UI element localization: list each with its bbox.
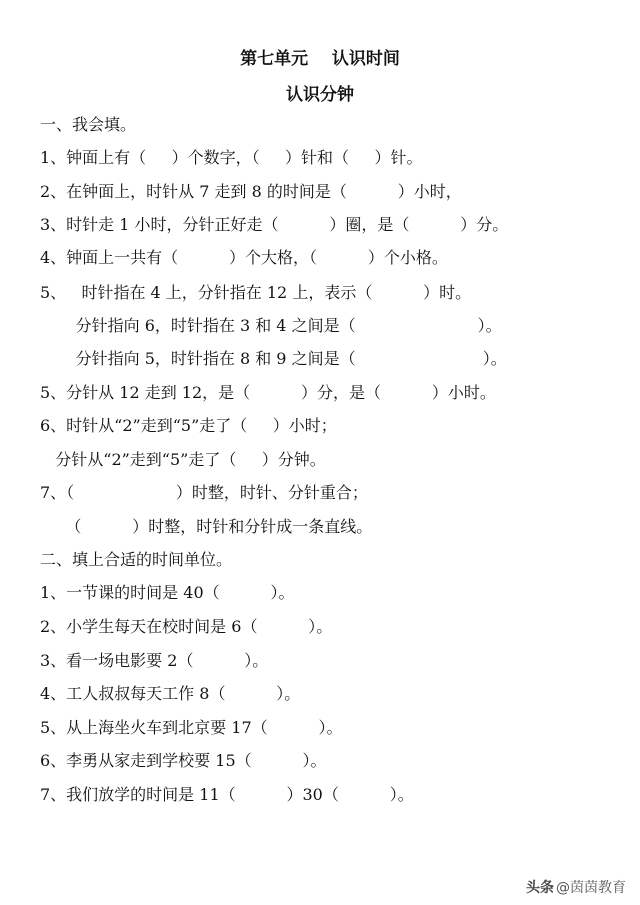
section1-line-12: （ ）时整，时针和分针成一条直线。 [40, 517, 373, 536]
page-title: 第七单元 认识时间 [240, 49, 400, 69]
section1-line-7: 分针指向 5，时针指在 8 和 9 之间是（ ）。 [40, 349, 507, 368]
section2-line-4: 4、工人叔叔每天工作 8（ ）。 [40, 684, 301, 703]
section2-heading: 二、填上合适的时间单位。 [40, 550, 233, 569]
section2-line-3: 3、看一场电影要 2（ ）。 [40, 651, 269, 670]
watermark [526, 877, 626, 897]
page-subtitle: 认识分钟 [286, 85, 354, 105]
section1-line-8: 5、分针从 12 走到 12，是（ ）分，是（ ）小时。 [40, 383, 496, 402]
section2-line-6: 6、李勇从家走到学校要 15（ ）。 [40, 751, 327, 770]
watermark-account: @茵茵教育 [556, 880, 626, 896]
section2-line-1: 1、一节课的时间是 40（ ）。 [40, 583, 295, 602]
section1-line-6: 分针指向 6，时针指在 3 和 4 之间是（ ）。 [40, 316, 502, 335]
section1-line-1: 1、钟面上有（ ）个数字，（ ）针和（ ）针。 [40, 148, 423, 167]
watermark-brand: 头条 [526, 880, 554, 896]
section1-line-11: 7、（ ）时整，时针、分针重合； [40, 483, 368, 502]
section1-line-10: 分针从“2”走到“5”走了（ ）分钟。 [40, 450, 326, 469]
section1-line-5: 5、 时针指在 4 上，分针指在 12 上，表示（ ）时。 [40, 283, 472, 302]
section1-line-4: 4、钟面上一共有（ ）个大格，（ ）个小格。 [40, 248, 448, 267]
section1-line-3: 3、时针走 1 小时，分针正好走（ ）圈，是（ ）分。 [40, 215, 509, 234]
section2-line-7: 7、我们放学的时间是 11（ ）30（ ）。 [40, 785, 414, 804]
section2-line-5: 5、从上海坐火车到北京要 17（ ）。 [40, 718, 343, 737]
section1-line-9: 6、时针从“2”走到“5”走了（ ）小时； [40, 416, 337, 435]
section2-line-2: 2、小学生每天在校时间是 6（ ）。 [40, 617, 333, 636]
section1-heading: 一、我会填。 [40, 115, 137, 134]
section1-line-2: 2、在钟面上，时针从 7 走到 8 的时间是（ ）小时， [40, 182, 462, 201]
